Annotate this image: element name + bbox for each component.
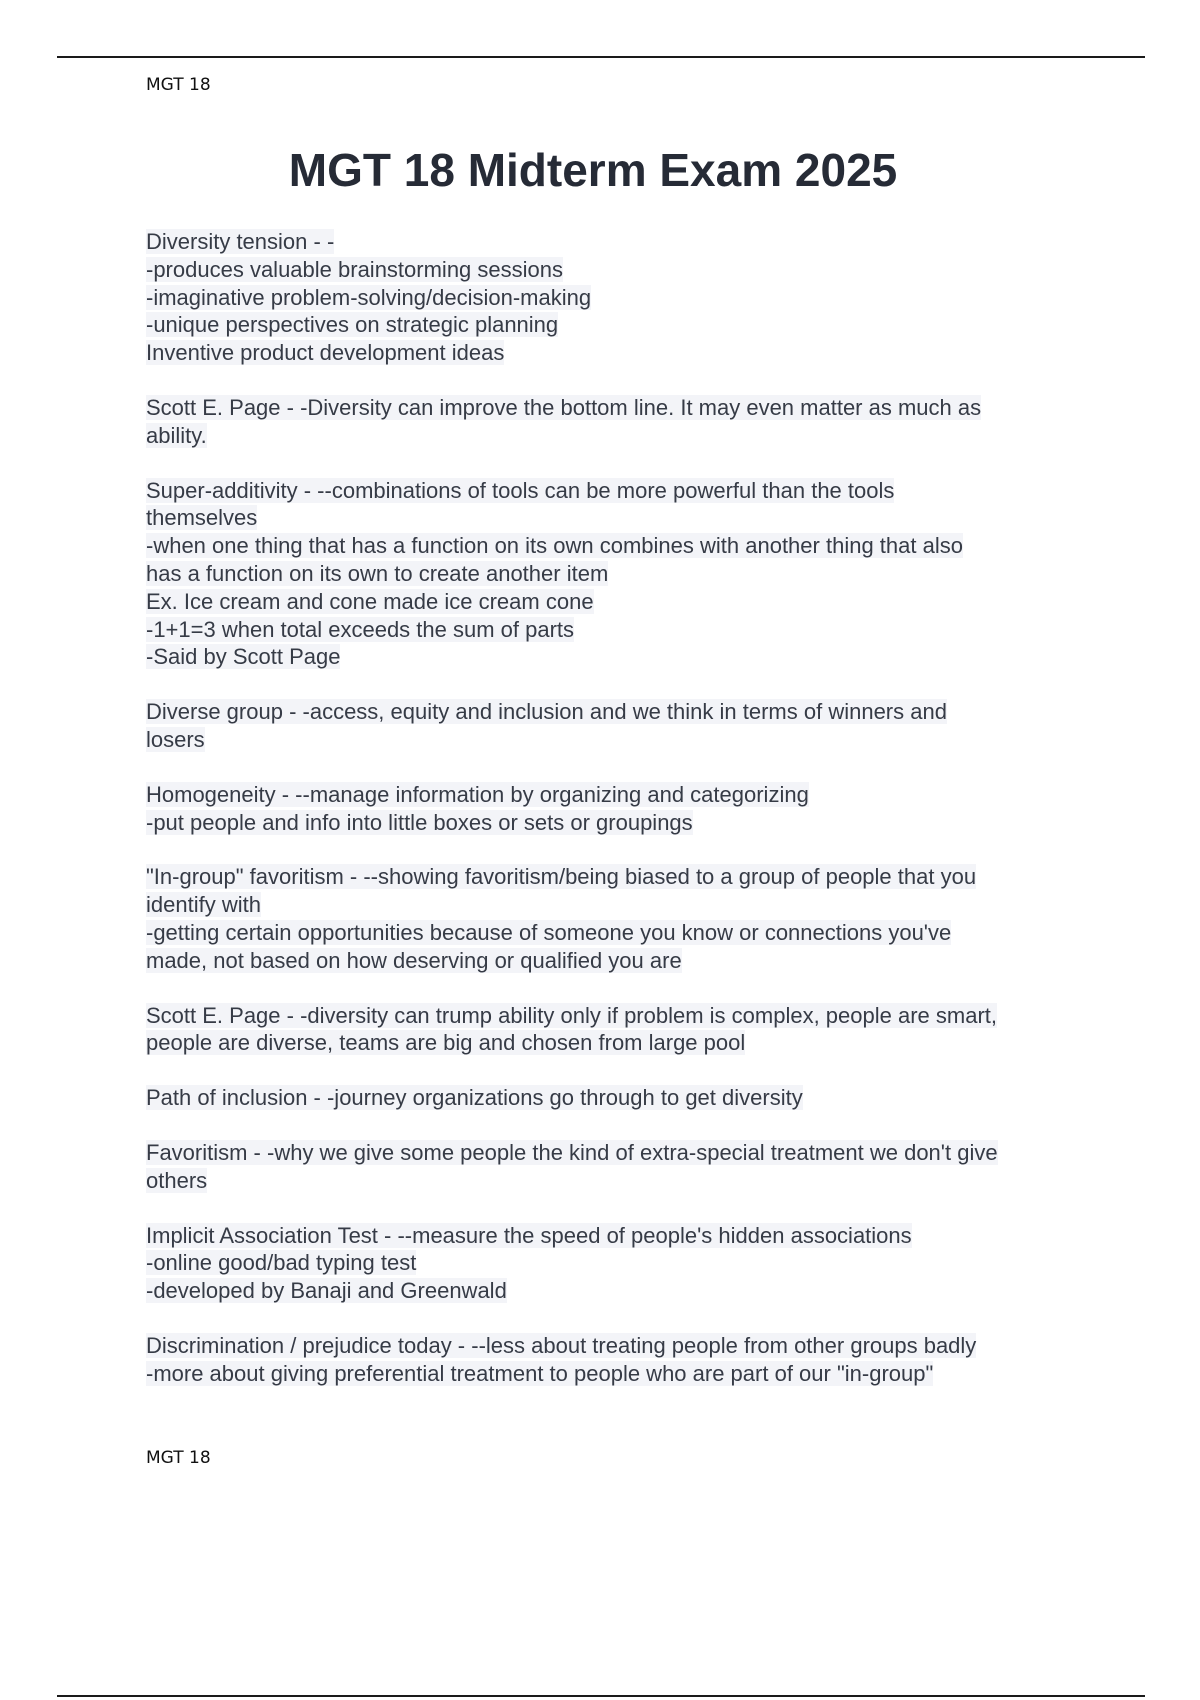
entry-text: -getting certain opportunities because of someone you know or connections you've: [146, 919, 952, 945]
entry-definition-line: [146, 1167, 1091, 1195]
entry-term-line: [146, 394, 1091, 422]
entry-text: -1+1=3 when total exceeds the sum of parts: [146, 616, 575, 642]
entry-text: Inventive product development ideas: [146, 340, 505, 366]
entry-text: Favoritism - -why we give some people the kind of extra-special treatment we don't give: [146, 1139, 998, 1165]
entry-text: Diverse group - -access, equity and inclusion and we think in terms of winners and: [146, 699, 947, 725]
entry-definition-line: [146, 1360, 1091, 1388]
entry-text: themselves: [146, 505, 258, 531]
entry-definition-line: [146, 1277, 1091, 1305]
footer-rule: [57, 1695, 1145, 1697]
entry-definition-line: [146, 919, 1091, 947]
entry-term-line: [146, 1002, 1091, 1030]
entry-text: has a function on its own to create another item: [146, 560, 609, 586]
entry-definition-line: [146, 532, 1091, 560]
entry-text: others: [146, 1167, 208, 1193]
page-title: MGT 18 Midterm Exam 2025: [288, 144, 898, 196]
entry-text: -when one thing that has a function on its own combines with another thing that also: [146, 533, 963, 559]
entry-text: identify with: [146, 892, 261, 918]
entry-text: -Said by Scott Page: [146, 644, 341, 670]
entry-definition-line: [146, 256, 1091, 284]
entry-text: Homogeneity - --manage information by organizing and categorizing: [146, 781, 809, 807]
entry-text: -produces valuable brainstorming sessions: [146, 256, 563, 282]
entry-text: -online good/bad typing test: [146, 1250, 417, 1276]
entry-definition-line: [146, 560, 1091, 588]
flashcard-list: [146, 228, 1091, 1415]
entry-definition-line: [146, 284, 1091, 312]
entry-text: -put people and info into little boxes or sets or groupings: [146, 809, 693, 835]
flashcard-entry: [146, 477, 1091, 672]
flashcard-entry: [146, 394, 1091, 450]
flashcard-entry: [146, 1084, 1091, 1112]
entry-definition-line: [146, 422, 1091, 450]
entry-text: -unique perspectives on strategic planning: [146, 312, 559, 338]
header-rule: [57, 56, 1145, 58]
flashcard-entry: [146, 1332, 1091, 1388]
entry-text: Ex. Ice cream and cone made ice cream cone: [146, 588, 594, 614]
entry-definition-line: [146, 643, 1091, 671]
entry-text: -developed by Banaji and Greenwald: [146, 1278, 507, 1304]
flashcard-entry: [146, 228, 1091, 367]
entry-text: Scott E. Page - -diversity can trump ability only if problem is complex, people are smart,: [146, 1002, 998, 1028]
entry-text: Path of inclusion - -journey organizations go through to get diversity: [146, 1085, 803, 1111]
entry-text: people are diverse, teams are big and chosen from large pool: [146, 1030, 746, 1056]
entry-text: -more about giving preferential treatment to people who are part of our "in-group": [146, 1360, 934, 1386]
entry-definition-line: [146, 504, 1091, 532]
flashcard-entry: [146, 1139, 1091, 1195]
running-footer: MGT 18: [146, 1448, 211, 1468]
entry-term-line: [146, 1332, 1091, 1360]
entry-definition-line: [146, 1029, 1091, 1057]
entry-definition-line: [146, 588, 1091, 616]
entry-definition-line: [146, 616, 1091, 644]
entry-term-line: [146, 863, 1091, 891]
entry-definition-line: [146, 311, 1091, 339]
entry-text: -imaginative problem-solving/decision-making: [146, 284, 592, 310]
entry-text: ability.: [146, 422, 207, 448]
entry-definition-line: [146, 726, 1091, 754]
entry-text: made, not based on how deserving or qualified you are: [146, 947, 682, 973]
entry-text: Discrimination / prejudice today - --less about treating people from other groups badly: [146, 1332, 977, 1358]
flashcard-entry: [146, 863, 1091, 974]
entry-term-line: [146, 781, 1091, 809]
entry-definition-line: [146, 339, 1091, 367]
entry-term-line: [146, 477, 1091, 505]
entry-text: Implicit Association Test - --measure the speed of people's hidden associations: [146, 1222, 912, 1248]
entry-definition-line: [146, 809, 1091, 837]
entry-text: Diversity tension - -: [146, 229, 335, 254]
running-header: MGT 18: [146, 75, 211, 95]
entry-definition-line: [146, 1249, 1091, 1277]
entry-text: "In-group" favoritism - --showing favoritism/being biased to a group of people that you: [146, 864, 977, 890]
flashcard-entry: [146, 781, 1091, 837]
entry-term-line: [146, 698, 1091, 726]
entry-term-line: [146, 1222, 1091, 1250]
entry-text: Scott E. Page - -Diversity can improve the bottom line. It may even matter as much as: [146, 394, 982, 420]
entry-text: Super-additivity - --combinations of tools can be more powerful than the tools: [146, 477, 895, 503]
entry-definition-line: [146, 891, 1091, 919]
entry-definition-line: [146, 947, 1091, 975]
entry-term-line: [146, 228, 1091, 256]
entry-text: losers: [146, 726, 205, 752]
entry-term-line: [146, 1084, 1091, 1112]
entry-term-line: [146, 1139, 1091, 1167]
flashcard-entry: [146, 698, 1091, 754]
flashcard-entry: [146, 1002, 1091, 1058]
flashcard-entry: [146, 1222, 1091, 1305]
